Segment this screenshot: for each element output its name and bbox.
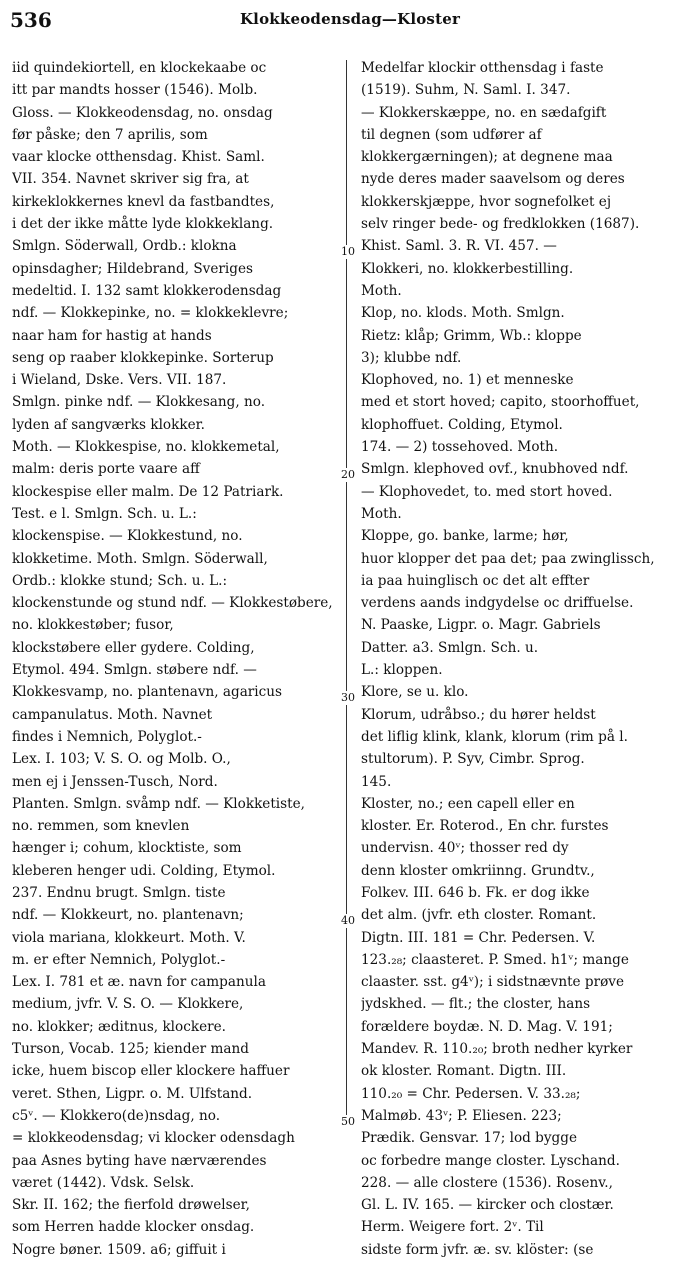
text-line: oc forbedre mange closter. Lyschand. bbox=[361, 1152, 620, 1169]
text-line: Digtn. III. 181 = Chr. Pedersen. V. bbox=[361, 929, 596, 946]
text-line: veret. Sthen, Ligpr. o. M. Ulfstand. bbox=[12, 1085, 253, 1102]
text-line: Skr. II. 162; the fierfold drøwelser, bbox=[12, 1197, 250, 1214]
text-line: itt par mandts hosser (1546). Molb. bbox=[12, 82, 258, 99]
text-line: forældere boydæ. N. D. Mag. V. 191; bbox=[361, 1018, 613, 1035]
text-line: campanulatus. Moth. Navnet bbox=[12, 706, 213, 723]
text-line: 123.₂₈; claasteret. P. Smed. h1ᵛ; mange bbox=[361, 951, 629, 968]
text-line: Gloss. — Klokkeodensdag, no. onsdag bbox=[12, 104, 273, 121]
running-head: Klokkeodensdag—Kloster bbox=[239, 10, 461, 28]
line-number-marker: 30 bbox=[337, 691, 359, 705]
left-column bbox=[12, 57, 347, 1261]
text-line: klockenspise. — Klokkestund, no. bbox=[12, 528, 243, 545]
text-line: sidste form jvfr. æ. sv. klöster: (se bbox=[361, 1241, 594, 1258]
text-line: ndf. — Klokkeurt, no. plantenavn; bbox=[12, 907, 244, 924]
text-line: Moth. bbox=[361, 505, 402, 522]
text-line: Nogre bøner. 1509. a6; giffuit i bbox=[12, 1241, 226, 1258]
text-line: kirkeklokkernes knevl da fastbandtes, bbox=[12, 193, 275, 210]
line-number-marker: 40 bbox=[337, 914, 359, 928]
text-line: Kloppe, go. banke, larme; hør, bbox=[361, 528, 569, 545]
text-line: icke, huem biscop eller klockere haffuer bbox=[12, 1063, 290, 1080]
text-line: det liflig klink, klank, klorum (rim på l. bbox=[361, 728, 628, 745]
text-line: = klokkeodensdag; vi klocker odensdagh bbox=[12, 1130, 295, 1147]
text-line: Rietz: klåp; Grimm, Wb.: kloppe bbox=[361, 327, 582, 344]
text-line: Test. e l. Smlgn. Sch. u. L.: bbox=[12, 505, 197, 522]
text-line: VII. 354. Navnet skriver sig fra, at bbox=[12, 171, 249, 188]
text-line: Prædik. Gensvar. 17; lod bygge bbox=[361, 1130, 577, 1147]
text-line: N. Paaske, Ligpr. o. Magr. Gabriels bbox=[361, 617, 601, 634]
line-number-marker: 20 bbox=[337, 468, 359, 482]
text-line: Etymol. 494. Smlgn. støbere ndf. — bbox=[12, 662, 257, 679]
text-line: klokkerskjæppe, hvor sognefolket ej bbox=[361, 193, 612, 210]
text-line: det alm. (jvfr. eth closter. Romant. bbox=[361, 907, 597, 924]
text-line: Klore, se u. klo. bbox=[361, 684, 469, 701]
text-line: klockespise eller malm. De 12 Patriark. bbox=[12, 483, 284, 500]
text-line: vaar klocke otthensdag. Khist. Saml. bbox=[12, 149, 265, 166]
text-line: Klorum, udråbso.; du hører heldst bbox=[361, 706, 596, 723]
text-line: nyde deres mader saavelsom og deres bbox=[361, 171, 625, 188]
text-line: medium, jvfr. V. S. O. — Klokkere, bbox=[12, 996, 244, 1013]
text-line: Lex. I. 781 et æ. navn for campanula bbox=[12, 974, 266, 991]
text-line: i Wieland, Dske. Vers. VII. 187. bbox=[12, 372, 227, 389]
text-line: c5ᵛ. — Klokkero(de)nsdag, no. bbox=[12, 1107, 221, 1124]
text-line: 3); klubbe ndf. bbox=[361, 349, 462, 366]
text-line: Planten. Smlgn. svåmp ndf. — Klokketiste, bbox=[12, 795, 305, 812]
text-line: Mandev. R. 110.₂₀; broth nedher kyrker bbox=[361, 1041, 633, 1058]
text-line: klockstøbere eller gydere. Colding, bbox=[12, 639, 255, 656]
text-line: 228. — alle clostere (1536). Rosenv., bbox=[361, 1174, 613, 1191]
text-line: ia paa huinglisch oc det alt effter bbox=[361, 572, 590, 589]
text-line: klokkergærningen); at degnene maa bbox=[361, 149, 613, 166]
line-number-marker: 50 bbox=[337, 1115, 359, 1129]
text-line: verdens aands indgydelse oc driffuelse. bbox=[361, 595, 634, 612]
text-line: klokketime. Moth. Smlgn. Söderwall, bbox=[12, 550, 268, 567]
text-line: no. klokker; æditnus, klockere. bbox=[12, 1018, 226, 1035]
text-line: Smlgn. pinke ndf. — Klokkesang, no. bbox=[12, 394, 266, 411]
text-line: Moth. bbox=[361, 282, 402, 299]
text-line: Herm. Weigere fort. 2ᵛ. Til bbox=[361, 1219, 544, 1236]
text-line: malm: deris porte vaare aff bbox=[12, 461, 200, 478]
text-line: i det der ikke måtte lyde klokkeklang. bbox=[12, 216, 274, 233]
text-line: 110.₂₀ = Chr. Pedersen. V. 33.₂₈; bbox=[361, 1085, 581, 1102]
text-line: før påske; den 7 aprilis, som bbox=[12, 126, 208, 143]
text-line: — Klophovedet, to. med stort hoved. bbox=[361, 483, 613, 500]
text-line: men ej i Jenssen-Tusch, Nord. bbox=[12, 773, 218, 790]
text-line: Gl. L. IV. 165. — kircker och clostær. bbox=[361, 1197, 614, 1214]
text-line: som Herren hadde klocker onsdag. bbox=[12, 1219, 255, 1236]
text-line: m. er efter Nemnich, Polyglot.- bbox=[12, 951, 226, 968]
text-line: lyden af sangværks klokker. bbox=[12, 416, 205, 433]
text-line: Kloster, no.; een capell eller en bbox=[361, 795, 575, 812]
text-line: Datter. a3. Smlgn. Sch. u. bbox=[361, 639, 539, 656]
text-line: til degnen (som udfører af bbox=[361, 126, 542, 143]
text-line: Smlgn. Söderwall, Ordb.: klokna bbox=[12, 238, 237, 255]
text-line: — Klokkerskæppe, no. en sædafgift bbox=[361, 104, 607, 121]
text-line: denn kloster omkriinng. Grundtv., bbox=[361, 862, 595, 879]
text-line: seng op raaber klokkepinke. Sorterup bbox=[12, 349, 274, 366]
page-number: 536 bbox=[10, 8, 52, 32]
text-line: klockenstunde og stund ndf. — Klokkestøbere, bbox=[12, 595, 333, 612]
text-line: jydskhed. — flt.; the closter, hans bbox=[361, 996, 591, 1013]
text-line: (1519). Suhm, N. Saml. I. 347. bbox=[361, 82, 571, 99]
text-line: medeltid. I. 132 samt klokkerodensdag bbox=[12, 282, 282, 299]
text-line: kleberen henger udi. Colding, Etymol. bbox=[12, 862, 276, 879]
text-line: Klop, no. klods. Moth. Smlgn. bbox=[361, 305, 565, 322]
text-line: L.: kloppen. bbox=[361, 662, 443, 679]
text-line: claaster. sst. g4ᵛ); i sidstnævnte prøve bbox=[361, 974, 625, 991]
text-line: Smlgn. klephoved ovf., knubhoved ndf. bbox=[361, 461, 629, 478]
page-header bbox=[0, 0, 700, 40]
text-line: Lex. I. 103; V. S. O. og Molb. O., bbox=[12, 751, 231, 768]
text-line: kloster. Er. Roterod., En chr. furstes bbox=[361, 818, 609, 835]
right-column bbox=[361, 57, 696, 1261]
column-divider bbox=[346, 60, 347, 1125]
text-line: hænger i; cohum, klocktiste, som bbox=[12, 840, 242, 857]
text-line: 145. bbox=[361, 773, 392, 790]
text-line: paa Asnes byting have nærværendes bbox=[12, 1152, 267, 1169]
text-line: selv ringer bede- og fredklokken (1687). bbox=[361, 216, 640, 233]
text-line: iid quindekiortell, en klockekaabe oc bbox=[12, 60, 267, 76]
text-line: stultorum). P. Syv, Cimbr. Sprog. bbox=[361, 751, 585, 768]
text-line: viola mariana, klokkeurt. Moth. V. bbox=[12, 929, 246, 946]
text-line: no. remmen, som knevlen bbox=[12, 818, 190, 835]
text-line: Klokkesvamp, no. plantenavn, agaricus bbox=[12, 684, 282, 701]
text-line: klophoffuet. Colding, Etymol. bbox=[361, 416, 563, 433]
text-line: Ordb.: klokke stund; Sch. u. L.: bbox=[12, 572, 228, 589]
text-line: Khist. Saml. 3. R. VI. 457. — bbox=[361, 238, 557, 255]
text-line: opinsdagher; Hildebrand, Sveriges bbox=[12, 260, 253, 277]
line-number-marker: 10 bbox=[337, 245, 359, 259]
text-line: ok kloster. Romant. Digtn. III. bbox=[361, 1063, 567, 1080]
text-line: Turson, Vocab. 125; kiender mand bbox=[12, 1041, 249, 1058]
text-line: findes i Nemnich, Polyglot.- bbox=[12, 728, 202, 745]
text-line: Klophoved, no. 1) et menneske bbox=[361, 372, 574, 389]
text-line: naar ham for hastig at hands bbox=[12, 327, 212, 344]
text-line: Folkev. III. 646 b. Fk. er dog ikke bbox=[361, 884, 590, 901]
text-line: været (1442). Vdsk. Selsk. bbox=[12, 1174, 195, 1191]
text-line: huor klopper det paa det; paa zwinglissch, bbox=[361, 550, 655, 567]
text-line: Klokkeri, no. klokkerbestilling. bbox=[361, 260, 574, 277]
text-line: ndf. — Klokkepinke, no. = klokkeklevre; bbox=[12, 305, 289, 322]
text-line: Moth. — Klokkespise, no. klokkemetal, bbox=[12, 439, 280, 456]
text-line: 174. — 2) tossehoved. Moth. bbox=[361, 439, 559, 456]
text-line: 237. Endnu brugt. Smlgn. tiste bbox=[12, 884, 226, 901]
text-line: Medelfar klockir otthensdag i faste bbox=[361, 60, 604, 76]
text-line: no. klokkestøber; fusor, bbox=[12, 617, 174, 634]
text-line: med et stort hoved; capito, stoorhoffuet, bbox=[361, 394, 640, 411]
text-line: undervisn. 40ᵛ; thosser red dy bbox=[361, 840, 569, 857]
text-line: Malmøb. 43ᵛ; P. Eliesen. 223; bbox=[361, 1107, 562, 1124]
